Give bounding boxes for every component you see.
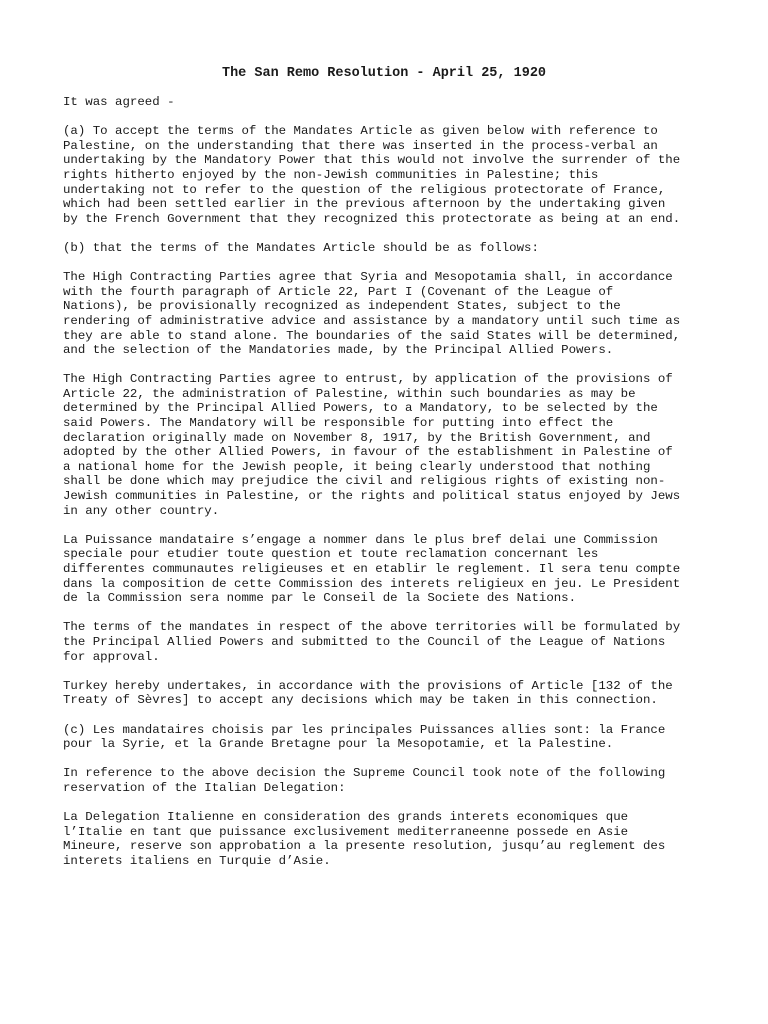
text-line: determined by the Principal Allied Powers, to a Mandatory, to be selected by the <box>63 401 658 416</box>
text-line: undertaking by the Mandatory Power that this would not involve the surrender of the <box>63 153 681 168</box>
text-line: (c) Les mandataires choisis par les principales Puissances allies sont: la France <box>63 722 666 737</box>
text-line: in any other country. <box>63 503 220 518</box>
text-line: with the fourth paragraph of Article 22, Part I (Covenant of the League of <box>63 284 614 299</box>
text-line: Article 22, the administration of Palestine, within such boundaries as may be <box>63 386 636 401</box>
paragraph-italian-reservation <box>63 810 753 868</box>
text-line: undertaking not to refer to the question of the religious protectorate of France, <box>63 182 666 197</box>
text-line: reservation of the Italian Delegation: <box>63 780 346 795</box>
text-line: Palestine, on the understanding that there was inserted in the process-verbal an <box>63 138 658 153</box>
text-line: The High Contracting Parties agree that Syria and Mesopotamia shall, in accordance <box>63 270 673 285</box>
paragraph-terms-of-mandates <box>63 620 753 664</box>
text-line: Mineure, reserve son approbation a la presente resolution, jusqu’au reglement des <box>63 839 666 854</box>
text-line: In reference to the above decision the Supreme Council took note of the following <box>63 766 666 781</box>
document-body <box>63 95 753 883</box>
text-line: interets italiens en Turquie d’Asie. <box>63 853 331 868</box>
paragraph-intro <box>63 95 753 110</box>
paragraph-turkey <box>63 679 753 708</box>
text-line: the Principal Allied Powers and submitted to the Council of the League of Nations <box>63 634 666 649</box>
text-line: adopted by the other Allied Powers, in favour of the establishment in Palestine of <box>63 445 673 460</box>
paragraph-clause-b <box>63 241 753 256</box>
text-line: rights hitherto enjoyed by the non-Jewish communities in Palestine; this <box>63 167 599 182</box>
text-line: by the French Government that they recognized this protectorate as being at an end. <box>63 211 681 226</box>
text-line: declaration originally made on November 8, 1917, by the British Government, and <box>63 430 651 445</box>
paragraph-clause-c <box>63 723 753 752</box>
paragraph-reservation-intro <box>63 766 753 795</box>
paragraph-clause-a <box>63 124 753 226</box>
text-line: differentes communautes religieuses et en etablir le reglement. Il sera tenu compte <box>63 562 681 576</box>
text-line: Treaty of Sèvres] to accept any decisions which may be taken in this connection. <box>63 693 658 708</box>
text-line: (a) To accept the terms of the Mandates Article as given below with reference to <box>63 124 658 139</box>
text-line: Jewish communities in Palestine, or the rights and political status enjoyed by Jews <box>63 489 681 504</box>
text-line: which had been settled earlier in the previous afternoon by the undertaking given <box>63 197 666 212</box>
text-line: The terms of the mandates in respect of the above territories will be formulated by <box>63 620 681 635</box>
text-line: La Delegation Italienne en consideration des grands interets economiques que <box>63 810 629 825</box>
paragraph-commission-french <box>63 533 753 606</box>
text-line: de la Commission sera nomme par le Conseil de la Societe des Nations. <box>63 591 577 606</box>
text-line: La Puissance mandataire s’engage a nommer dans le plus bref delai une Commission <box>63 532 658 547</box>
text-line: rendering of administrative advice and assistance by a mandatory until such time as <box>63 313 681 328</box>
paragraph-syria-mesopotamia <box>63 270 753 358</box>
text-line: Turkey hereby undertakes, in accordance with the provisions of Article [132 of the <box>63 678 673 693</box>
text-line: said Powers. The Mandatory will be responsible for putting into effect the <box>63 416 614 431</box>
text-line: (b) that the terms of the Mandates Article should be as follows: <box>63 240 539 255</box>
text-line: l’Italie en tant que puissance exclusivement mediterraneenne possede en Asie <box>63 824 629 839</box>
text-line: dans la composition de cette Commission des interets religieux en jeu. Le President <box>63 576 681 591</box>
document-title: The San Remo Resolution - April 25, 1920 <box>221 66 547 81</box>
text-line: Nations), be provisionally recognized as independent States, subject to the <box>63 299 621 314</box>
paragraph-palestine <box>63 372 753 518</box>
text-line: and the selection of the Mandatories made, by the Principal Allied Powers. <box>63 343 614 358</box>
text-line: The High Contracting Parties agree to entrust, by application of the provisions of <box>63 372 673 387</box>
text-line: for approval. <box>63 649 160 664</box>
text-line: pour la Syrie, et la Grande Bretagne pour la Mesopotamie, et la Palestine. <box>63 737 614 752</box>
text-line: shall be done which may prejudice the civil and religious rights of existing non- <box>63 474 666 489</box>
text-line: It was agreed - <box>63 95 175 109</box>
text-line: speciale pour etudier toute question et toute reclamation concernant les <box>63 547 599 562</box>
text-line: they are able to stand alone. The boundaries of the said States will be determined, <box>63 328 681 343</box>
text-line: a national home for the Jewish people, it being clearly understood that nothing <box>63 459 651 474</box>
